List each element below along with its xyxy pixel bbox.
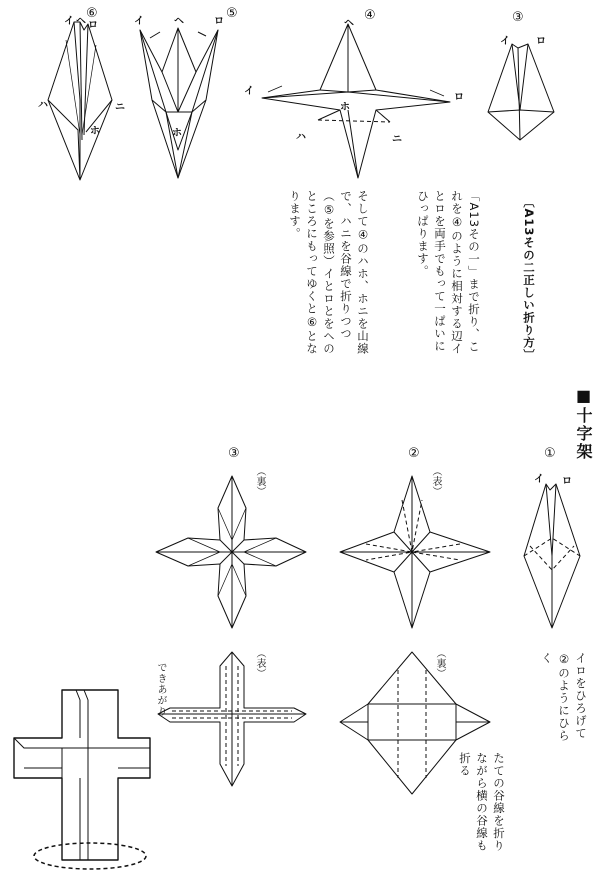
step-4-number: ④ bbox=[364, 8, 376, 23]
cross-step-2-omote-label: （表） bbox=[430, 466, 441, 496]
label-ni-s4: ニ bbox=[392, 134, 402, 145]
label-ni-s6: ニ bbox=[115, 102, 125, 113]
cross-omote-bottom-label: （表） bbox=[254, 648, 265, 678]
label-ho-s6: ホ bbox=[90, 126, 100, 137]
label-he-s5: ヘ bbox=[174, 16, 184, 27]
cross-caption-2: たての谷線を折りながら横の谷線も折る bbox=[458, 752, 506, 852]
cross-ura-bottom-label: （裏） bbox=[434, 648, 445, 678]
label-he-s4: ヘ bbox=[344, 18, 354, 29]
label-ro-s6: ロ bbox=[88, 20, 98, 31]
label-he-s6: ヘ bbox=[76, 16, 86, 27]
section-header-cross: ■十字架 bbox=[574, 386, 593, 461]
instruction-paragraph-1: 「A13その一」まで折り、これを④のように相対する辺イとロを両手でもって一ぱいにひっぱります。 bbox=[416, 190, 481, 355]
cross-label-i: イ bbox=[534, 474, 544, 485]
label-ro-s5: ロ bbox=[214, 16, 224, 27]
cross-step-1-number: ① bbox=[544, 446, 556, 461]
label-i-s6: イ bbox=[64, 16, 74, 27]
cross-step-3-number: ③ bbox=[228, 446, 240, 461]
label-ho-s5: ホ bbox=[172, 128, 182, 139]
label-i-s4: イ bbox=[244, 86, 254, 97]
label-ro-s4: ロ bbox=[454, 92, 464, 103]
step-3-number: ③ bbox=[512, 10, 524, 25]
step-5-number: ⑤ bbox=[226, 6, 238, 21]
section-title-a13-part2: 〔A13その二正しい折り方〕 bbox=[522, 196, 536, 362]
cross-caption-1: イロをひろげて②のようにひらく bbox=[540, 652, 588, 742]
cross-step-2-number: ② bbox=[408, 446, 420, 461]
label-ho-s4: ホ bbox=[340, 102, 350, 113]
label-ro-s3: ロ bbox=[536, 36, 546, 47]
cross-label-ro: ロ bbox=[562, 476, 572, 487]
label-ha-s6: ハ bbox=[38, 100, 48, 111]
instruction-paragraph-2: そして④のハホ、ホニを山線で、ハニを谷線で折りつつ（⑤を参照）イとロとをヘのところにもってゆくと⑥となります。 bbox=[288, 190, 370, 355]
label-ha-s4: ハ bbox=[296, 132, 306, 143]
label-i-s5: イ bbox=[134, 16, 144, 27]
dekiagari-label: できあがり bbox=[155, 662, 166, 717]
step-6-number: ⑥ bbox=[86, 6, 98, 21]
label-i-s3: イ bbox=[500, 36, 510, 47]
cross-step-3-ura-label: （裏） bbox=[254, 466, 265, 496]
